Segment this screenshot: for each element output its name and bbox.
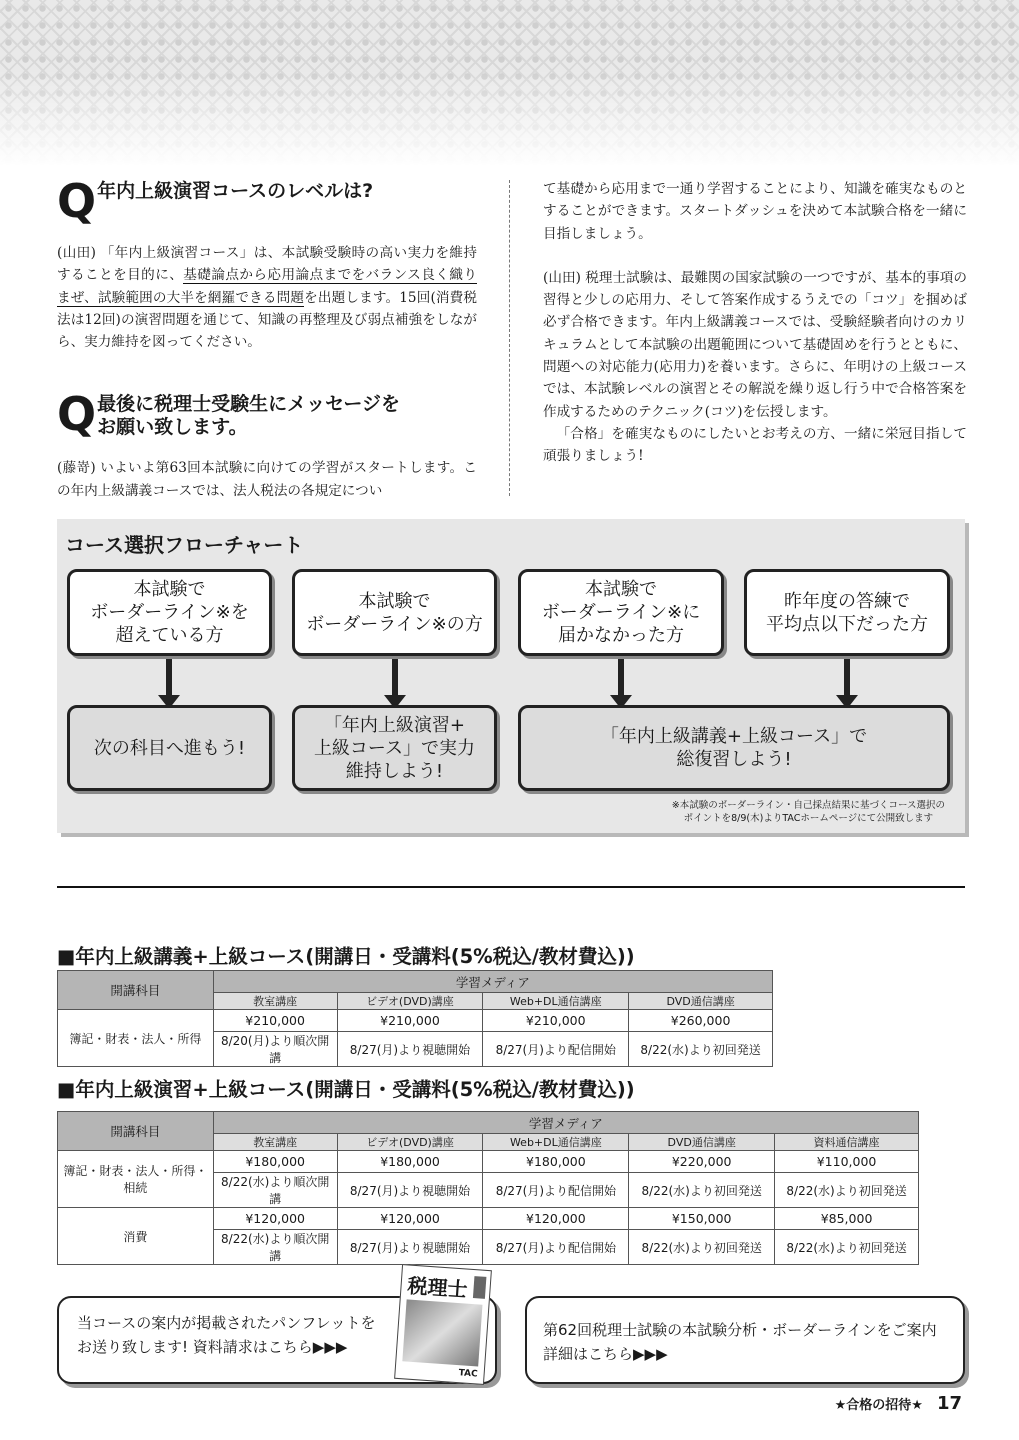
price-cell: ¥180,000 — [337, 1151, 483, 1173]
price-cell: ¥210,000 — [337, 1010, 483, 1032]
date-cell: 8/22(水)より初回発送 — [629, 1173, 775, 1208]
media-column-header: DVD通信講座 — [629, 1134, 775, 1151]
q-icon: Q — [57, 174, 95, 228]
borderline-analysis-link[interactable]: 詳細はこちら▶▶▶ — [543, 1345, 668, 1363]
q1-answer-a: (山田) 「年内上級演習コース」は、本試験受験時の高い実力を維持することを目的に、 — [57, 245, 477, 284]
price-cell: ¥110,000 — [775, 1151, 919, 1173]
table-row — [58, 1208, 919, 1230]
media-header: 学習メディア — [213, 1112, 918, 1134]
subject-cell: 簿記・財表・法人・所得・相続 — [58, 1151, 214, 1208]
q2-heading — [57, 387, 477, 442]
subject-header: 開講科目 — [58, 1112, 214, 1151]
date-cell: 8/22(水)より順次開講 — [213, 1230, 337, 1265]
date-cell: 8/22(水)より初回発送 — [629, 1032, 773, 1067]
date-cell: 8/20(月)より順次開講 — [213, 1032, 337, 1067]
media-column-header: 資料通信講座 — [775, 1134, 919, 1151]
price-cell: ¥210,000 — [483, 1010, 629, 1032]
q2-answer-closing: 「合格」を確実なものにしたいとお考えの方、一緒に栄冠目指して頑張りましょう! — [543, 425, 967, 465]
page-number: 17 — [936, 1393, 962, 1414]
date-cell: 8/22(水)より初回発送 — [775, 1173, 919, 1208]
arrow-down-icon — [166, 659, 172, 697]
media-column-header: Web+DL通信講座 — [483, 993, 629, 1010]
borderline-analysis-line1: 第62回税理士試験の本試験分析・ボーダーラインをご案内 — [543, 1321, 937, 1339]
q2-answer-continued: て基礎から応用まで一通り学習することにより、知識を確実なものとすることができます。スタートダッシュを決めて本試験合格を一緒に目指しましょう。 — [543, 181, 967, 242]
borderline-analysis-box[interactable] — [525, 1296, 965, 1384]
table1-title: ■年内上級講義+上級コース(開講日・受講料(5%税込/教材費込)) — [57, 945, 635, 968]
pamphlet-image — [394, 1264, 492, 1385]
price-cell: ¥210,000 — [213, 1010, 337, 1032]
subject-cell: 簿記・財表・法人・所得 — [58, 1010, 214, 1067]
page-footer — [835, 1393, 962, 1414]
q1-title: 年内上級演習コースのレベルは? — [97, 180, 374, 202]
q1-answer-underlined: 基礎論点から応用論点までをバランス良く織りまぜ、試験範囲の大半を網羅できる問題 — [57, 267, 478, 306]
table-row — [58, 1151, 919, 1173]
date-cell: 8/27(月)より視聴開始 — [337, 1173, 483, 1208]
q1-heading — [57, 174, 477, 228]
flowchart-title: コース選択フローチャート — [65, 533, 304, 557]
flow-box-above-borderline: 本試験で ボーダーライン※を 超えている方 — [67, 569, 272, 656]
media-column-header: 教室講座 — [213, 1134, 337, 1151]
price-cell: ¥180,000 — [483, 1151, 629, 1173]
price-cell: ¥260,000 — [629, 1010, 773, 1032]
date-cell: 8/27(月)より視聴開始 — [337, 1032, 483, 1067]
pamphlet-request-link[interactable]: お送り致します! 資料請求はこちら▶▶▶ — [77, 1338, 348, 1356]
price-cell: ¥120,000 — [483, 1208, 629, 1230]
footer-label: ★合格の招待★ — [834, 1398, 923, 1413]
table-row — [58, 1010, 773, 1032]
course-flowchart — [57, 519, 965, 833]
price-cell: ¥85,000 — [775, 1208, 919, 1230]
pamphlet-logo: TAC — [458, 1368, 478, 1380]
subject-cell: 消費 — [58, 1208, 214, 1265]
flow-box-at-borderline: 本試験で ボーダーライン※の方 — [292, 569, 497, 656]
q2-title-line1: 最後に税理士受験生にメッセージを — [97, 393, 400, 416]
flow-box-below-average: 昨年度の答練で 平均点以下だった方 — [744, 569, 950, 656]
q-icon: Q — [57, 387, 95, 442]
pamphlet-request-line1: 当コースの案内が掲載されたパンフレットを — [77, 1314, 376, 1332]
date-cell: 8/27(月)より視聴開始 — [337, 1230, 483, 1265]
date-cell: 8/22(水)より初回発送 — [629, 1230, 775, 1265]
pamphlet-title: 税理士 — [406, 1273, 469, 1302]
subject-header: 開講科目 — [58, 971, 214, 1010]
media-column-header: DVD通信講座 — [629, 993, 773, 1010]
price-cell: ¥120,000 — [213, 1208, 337, 1230]
price-cell: ¥180,000 — [213, 1151, 337, 1173]
table2-fee-schedule — [57, 1111, 919, 1265]
q2-title — [97, 391, 400, 439]
media-column-header: ビデオ(DVD)講座 — [337, 1134, 483, 1151]
flow-result-lecture-course: 「年内上級講義+上級コース」で 総復習しよう! — [518, 705, 950, 791]
flowchart-note: ※本試験のボーダーライン・自己採点結果に基づくコース選択の ポイントを8/9(木)よりTACホームページにて公開致します — [671, 800, 945, 824]
q2-answer-yamada: (山田) 税理士試験は、最難関の国家試験の一つですが、基本的事項の習得と少しの応用力、そして答案作成するうえでの「コツ」を掴めば必ず合格できます。年内上級講義コースでは、受験経験者向けのカリキュラムとして本試験の出題範囲について基礎固めを行うとともに、問題への対応能力(応用力)を養います。さらに、年明けの上級コースでは、本試験レベルの演習とその解説を繰り返し行う中で合格答案を作成するためのテクニック(コツ)を伝授します。 — [543, 269, 967, 420]
flow-result-practice-course: 「年内上級演習+ 上級コース」で実力 維持しよう! — [292, 705, 497, 791]
arrow-down-icon — [392, 659, 398, 697]
column-divider — [509, 180, 510, 496]
q2-answer: (藤嵜) いよいよ第63回本試験に向けての学習がスタートします。この年内上級講義コースでは、法人税法の各規定につい — [57, 460, 477, 499]
flow-result-next-subject: 次の科目へ進もう! — [67, 705, 272, 791]
media-header: 学習メディア — [213, 971, 772, 993]
media-column-header: ビデオ(DVD)講座 — [337, 993, 483, 1010]
date-cell: 8/27(月)より配信開始 — [483, 1032, 629, 1067]
right-column — [543, 178, 967, 468]
price-cell: ¥220,000 — [629, 1151, 775, 1173]
section-divider — [57, 886, 965, 888]
arrow-down-icon — [844, 659, 850, 697]
date-cell: 8/27(月)より配信開始 — [483, 1173, 629, 1208]
flow-box-below-borderline: 本試験で ボーダーライン※に 届かなかった方 — [518, 569, 724, 656]
date-cell: 8/22(水)より順次開講 — [213, 1173, 337, 1208]
media-column-header: 教室講座 — [213, 993, 337, 1010]
price-cell: ¥150,000 — [629, 1208, 775, 1230]
left-column — [57, 174, 478, 502]
q1-answer-b: を出題します。15回(消費税法は12回)の演習問題を通じて、知識の再整理及び弱点補強をしながら、実力維持を図ってください。 — [57, 289, 478, 351]
header-fade — [0, 70, 1019, 166]
date-cell: 8/27(月)より配信開始 — [483, 1230, 629, 1265]
table2-title: ■年内上級演習+上級コース(開講日・受講料(5%税込/教材費込)) — [57, 1078, 635, 1101]
q1-answer — [57, 242, 477, 353]
arrow-down-icon — [618, 659, 624, 697]
price-cell: ¥120,000 — [337, 1208, 483, 1230]
media-column-header: Web+DL通信講座 — [483, 1134, 629, 1151]
q2-title-line2: お願い致します。 — [97, 416, 248, 439]
date-cell: 8/22(水)より初回発送 — [775, 1230, 919, 1265]
table1-fee-schedule — [57, 970, 773, 1067]
